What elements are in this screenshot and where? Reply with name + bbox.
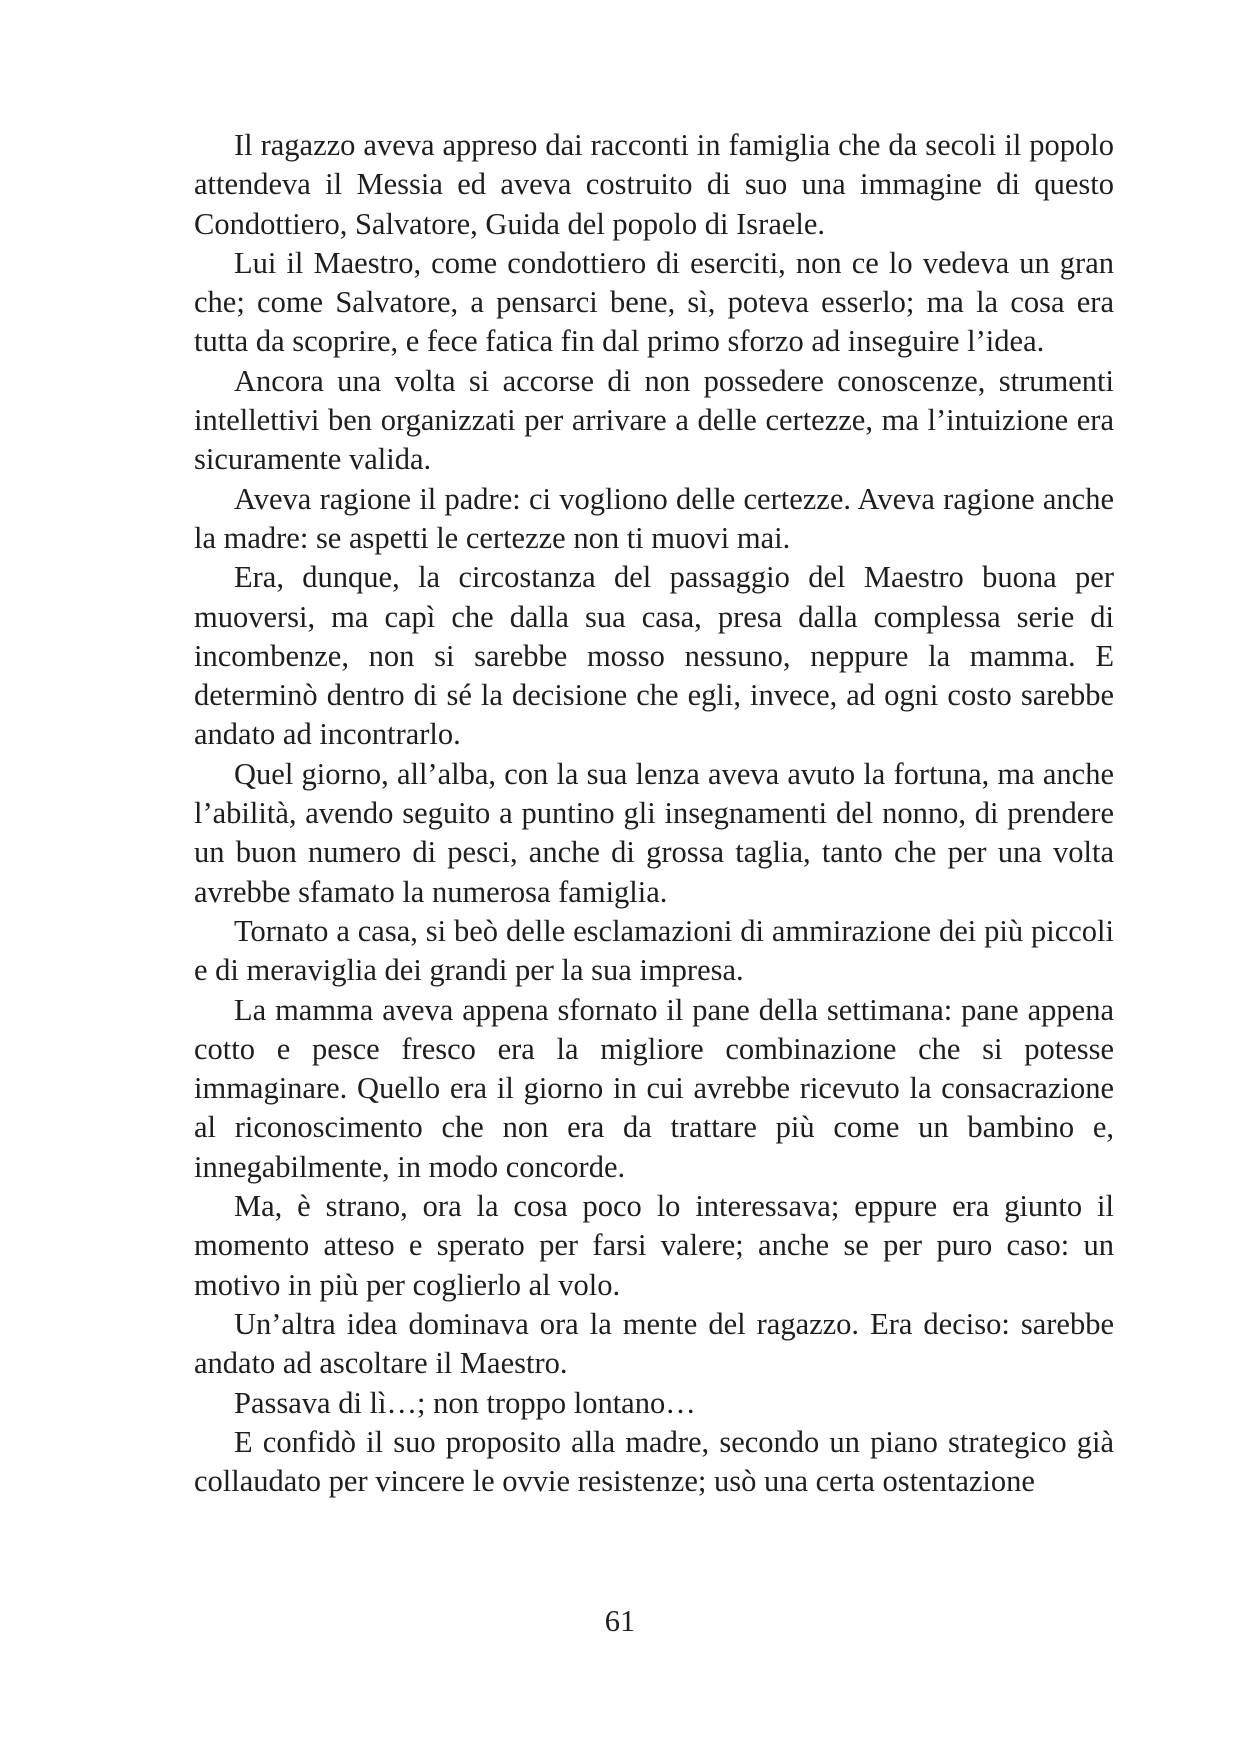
paragraph: Era, dunque, la circostanza del passaggio del Maestro buona per muoversi, ma capì che dalla sua casa, presa dalla complessa serie di incombenze, non si sarebbe mosso nessuno, neppure la mamma. E determinò dentro di sé la decisione che egli, invece, ad ogni costo sarebbe andato ad incontrarlo. (194, 560, 1114, 752)
page-number: 61 (604, 1604, 636, 1638)
paragraph: Ancora una volta si accorse di non possedere conoscenze, strumenti intellettivi ben organizzati per arrivare a delle certezze, ma l’intuizione era sicuramente valida. (194, 363, 1114, 477)
paragraph: Ma, è strano, ora la cosa poco lo interessava; eppure era giunto il momento atteso e sperato per farsi valere; anche se per puro caso: un motivo in più per coglierlo al volo. (194, 1189, 1114, 1302)
paragraph: Aveva ragione il padre: ci vogliono delle certezze. Aveva ragione anche la madre: se aspetti le certezze non ti muovi mai. (194, 481, 1114, 555)
paragraph: La mamma aveva appena sfornato il pane della settimana: pane appena cotto e pesce fresco era la migliore combinazione che si potesse immaginare. Quello era il giorno in cui avrebbe ricevuto la consacrazione al riconoscimento che non era da trattare più come un bambino e, innegabilmente, in modo concorde. (194, 992, 1114, 1184)
paragraph: Il ragazzo aveva appreso dai racconti in famiglia che da secoli il popolo attendeva il Messia ed aveva costruito di suo una immagine di questo Condottiero, Salvatore, Guida del popolo di Israele. (194, 128, 1114, 241)
body-text (194, 126, 1114, 1501)
paragraph: Un’altra idea dominava ora la mente del ragazzo. Era deciso: sarebbe andato ad ascoltare il Maestro. (194, 1306, 1114, 1381)
paragraph: Quel giorno, all’alba, con la sua lenza aveva avuto la fortuna, ma anche l’abilità, avendo seguito a puntino gli insegnamenti del nonno, di prendere un buon numero di pesci, anche di grossa taglia, tanto che per una volta avrebbe sfamato la numerosa famiglia. (194, 756, 1114, 909)
paragraph-last: E confidò il suo proposito alla madre, secondo un piano strategico già collaudato per vincere le ovvie resistenze; usò una certa ostentazione (194, 1424, 1114, 1499)
paragraph: Tornato a casa, si beò delle esclamazioni di ammirazione dei più piccoli e di meraviglia dei grandi per la sua impresa. (194, 913, 1114, 988)
paragraph: Passava di lì…; non troppo lontano… (234, 1385, 696, 1420)
paragraph: Lui il Maestro, come condottiero di eserciti, non ce lo vedeva un gran che; come Salvatore, a pensarci bene, sì, poteva esserlo; ma la cosa era tutta da scoprire, e fece fatica fin dal primo sforzo ad inseguire l’idea. (194, 245, 1114, 359)
